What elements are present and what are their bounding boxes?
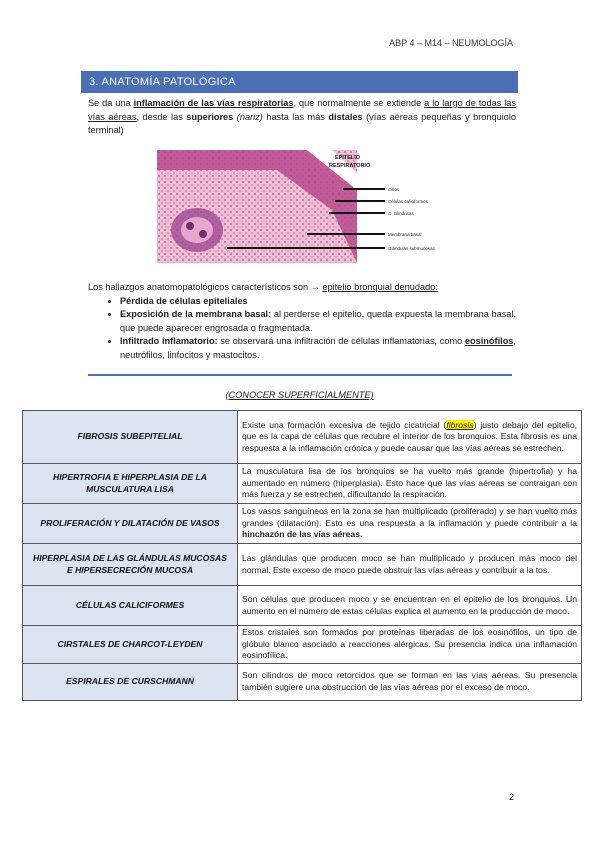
figure-label: Membrana basal (388, 232, 422, 237)
row-term: CÉLULAS CALICIFORMES (23, 586, 238, 626)
findings-intro (88, 281, 516, 295)
intro-text: Se da una (88, 98, 134, 108)
findings-section (88, 281, 516, 362)
table-row (23, 586, 582, 626)
highlighted-term: fibrosis (446, 419, 474, 430)
intro-extent: a lo largo de todas las vías aéreas (88, 98, 516, 122)
intro-text: hasta las más (262, 111, 329, 122)
desc-bold: hinchazón de las vías aéreas. (242, 529, 363, 540)
desc-text: ) justo debajo del epitelio, que es la capa de células que recubre el interior de los bronquios. Esta fibrosis es una respuesta a la inflamación crónica y puede causar que las vías aéreas se estrechen. (242, 419, 577, 453)
table-row (23, 663, 582, 700)
finding-title: Exposición de la membrana basal: (120, 309, 272, 319)
row-term: HIPERPLASIA DE LAS GLÁNDULAS MUCOSAS E HIPERSECRECIÓN MUCOSA (23, 544, 238, 586)
findings-list (88, 295, 516, 363)
row-term: FIBROSIS SUBEPITELIAL (23, 411, 238, 464)
intro-paragraph (88, 97, 516, 138)
intro-superiores: superiores (186, 111, 234, 122)
figure-label: Cilios (388, 187, 400, 192)
table-row (23, 544, 582, 586)
table-row (23, 504, 582, 544)
finding-eosinofilos: eosinófilos (464, 336, 514, 346)
page-number: 2 (509, 792, 515, 802)
findings-key-term: epitelio bronquial denudado: (322, 282, 438, 292)
table-row (23, 626, 582, 664)
row-term: HIPERTROFIA E HIPERPLASIA DE LA MUSCULATURA LISA (23, 464, 238, 504)
figure-label: C. cilíndricas (388, 211, 414, 216)
figure-label: Glándulas submucosas (388, 246, 435, 251)
row-term: PROLIFERACIÓN Y DILATACIÓN DE VASOS (23, 504, 238, 544)
section-title: 3. ANATOMÍA PATOLÓGICA (81, 71, 518, 93)
row-description: Son cilindros de moco retorcidos que se forman en las vías aéreas. Su presencia también sugiere una obstrucción de las vías aéreas por el exceso de moco. (238, 663, 582, 700)
findings-intro-text: Los hallazgos anatomopatológicos característicos son → (88, 282, 323, 292)
list-item (120, 295, 516, 309)
row-term: ESPIRALES DE CURSCHMANN (23, 663, 238, 700)
intro-distales: distales (328, 111, 363, 122)
intro-text: (vías aéreas pequeñas y bronquiolo terminal) (88, 111, 516, 135)
intro-text: , desde las (136, 111, 187, 122)
finding-title: Infiltrado inflamatorio: (120, 336, 218, 346)
finding-title: Pérdida de células epiteliales (120, 295, 248, 306)
figure-title: EPITELIO (335, 155, 361, 161)
row-description: Estos cristales son formados por proteínas liberadas de los eosinófilos, un tipo de glóbulo blanco asociado a reacciones alérgicas. Su presencia indica una inflamación eosinofílica. (238, 626, 582, 664)
intro-text: , que normalmente se extiende (293, 98, 425, 108)
figure-label: Células caliciformes (388, 199, 429, 204)
finding-text: se observará una infiltración de células inflamatorias, como (217, 336, 465, 346)
table-row (23, 464, 582, 504)
row-description (238, 411, 582, 464)
section-divider (88, 374, 512, 376)
list-item (120, 335, 516, 362)
pathology-table (22, 410, 582, 701)
desc-text: Los vasos sanguíneos en la zona se han multiplicado (proliferado) y se han vuelto más grandes (dilatación). Esto es una respuesta a la inflamación y puede contribuir a la (242, 506, 577, 528)
row-description: La musculatura lisa de los bronquios se ha vuelto más grande (hipertrofia) y ha aumentado en número (hiperplasia). Esto hace que las vías aéreas se contraigan con más fuerza y se estrechen, dificultando la respiración. (238, 464, 582, 504)
epithelium-histology-figure (157, 150, 448, 263)
intro-key-term: inflamación de las vías respiratorias (133, 98, 294, 108)
finding-text: , neutrófilos, linfocitos y mastocitos. (120, 336, 516, 360)
figure-subtitle: RESPIRATORIO (329, 163, 371, 169)
table-row (23, 411, 582, 464)
row-description: Son células que producen moco y se encuentran en el epitelio de los bronquios. Un aumento en el número de estas células explica el aumento en la producción de moco. (238, 586, 582, 626)
desc-text: Existe una formación excesiva de tejido cicatricial ( (242, 419, 447, 430)
histology-illustration (157, 150, 448, 263)
row-description: Las glándulas que producen moco se han multiplicado y producen más moco del normal. Este exceso de moco puede obstruir las vías aéreas y contribuir a la tos. (238, 544, 582, 586)
intro-nariz: (nariz) (233, 111, 263, 122)
table-title: (CONOCER SUPERFICIALMENTE) (225, 390, 374, 400)
course-header: ABP 4 – M14 – NEUMOLOGÍA (389, 38, 513, 48)
row-description (238, 504, 582, 544)
finding-text: al perderse el epitelio, queda expuesta la membrana basal, que puede aparecer engrosada o fragmentada. (120, 309, 517, 333)
row-term: CIRSTALES DE CHARCOT-LEYDEN (23, 626, 238, 664)
list-item (120, 308, 516, 335)
